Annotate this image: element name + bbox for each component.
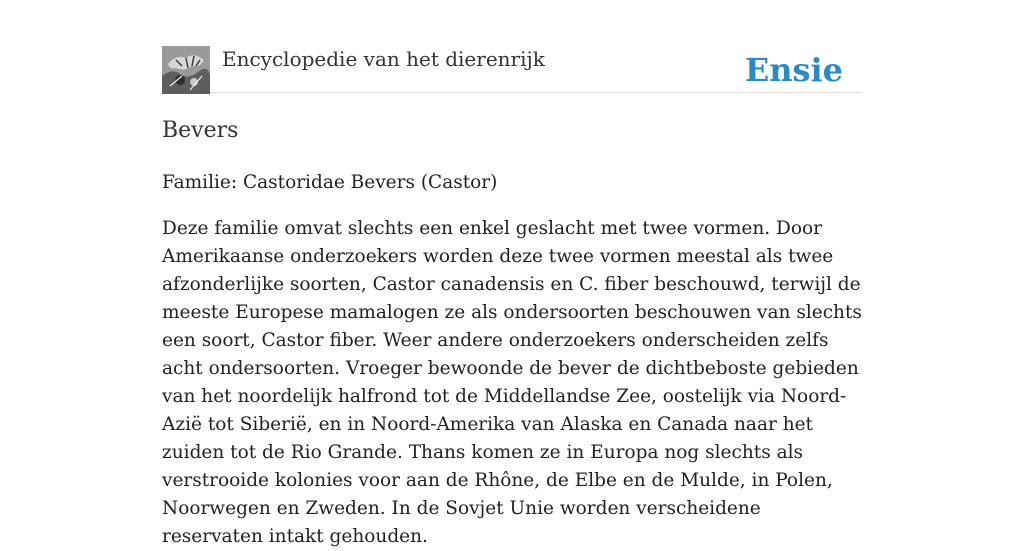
animal-illustration-icon: [162, 46, 210, 94]
source-title[interactable]: Encyclopedie van het dierenrijk: [222, 47, 545, 71]
source-avatar[interactable]: [162, 46, 210, 94]
brand-logo[interactable]: Ensie: [744, 51, 843, 89]
header: [162, 46, 862, 93]
article-body: Deze familie omvat slechts een enkel geslacht met twee vormen. Door Amerikaanse onderzoekers worden deze twee vormen meestal als twee afzonderlijke soorten, Castor canadensis en C. fiber beschouwd, terwijl de meeste Europese mamalogen ze als ondersoorten beschouwen van slechts een soort, Castor fiber. Weer andere onderzoekers onderscheiden zelfs acht ondersoorten. Vroeger bewoonde de bever de dichtbeboste gebieden van het noordelijk halfrond tot de Middellandse Zee, oostelijk via Noord-Azië tot Siberië, en in Noord-Amerika van Alaska en Canada naar het zuiden tot de Rio Grande. Thans komen ze in Europa nog slechts als verstrooide kolonies voor aan de Rhône, de Elbe en de Mulde, in Polen, Noorwegen en Zweden. In de Sovjet Unie worden verscheidene reservaten intakt gehouden.: [162, 218, 862, 547]
family-line: Familie: Castoridae Bevers (Castor): [162, 172, 498, 193]
article-title: Bevers: [162, 118, 239, 143]
